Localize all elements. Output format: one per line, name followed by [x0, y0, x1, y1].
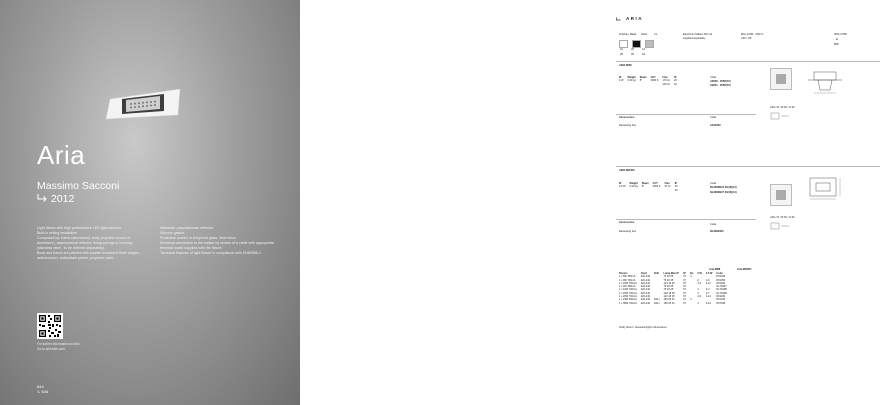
return-arrow-icon [37, 193, 48, 202]
cell [638, 83, 649, 86]
cell: 97 lm [664, 185, 671, 189]
cell [663, 189, 673, 192]
col-flux: Flux [662, 76, 668, 79]
cell: 1 [697, 288, 699, 292]
cell: DALI [653, 298, 660, 302]
qr-caption [37, 342, 79, 351]
col-w: W [619, 182, 622, 185]
driver-group-micro: Aria MICRO [737, 268, 752, 271]
mini-product-thumbnail [770, 68, 792, 90]
mini-dimension-sketch [770, 112, 790, 120]
cell: 8° [641, 185, 645, 189]
col-header: Drill [653, 272, 659, 275]
spec-table-mini [617, 76, 679, 86]
cell: 2-4 [697, 281, 702, 285]
col-header: Lamp Max N° [663, 272, 680, 275]
cell: 75 18 25 [663, 288, 674, 292]
energy-class: A [836, 38, 838, 41]
left-page [0, 0, 300, 405]
cell: 0,20 kg [629, 185, 638, 189]
cell [651, 189, 663, 192]
cell: D57046 [716, 301, 726, 305]
product-title: Aria [37, 140, 86, 170]
description-column-2 [160, 226, 280, 256]
description-line: Electrical connection to the ballast by means of a cable with appropriate terminal board supplied with the fixture. [160, 241, 275, 250]
cell [649, 83, 661, 86]
col-ip: IP [674, 76, 677, 79]
ip-rating: IP20 / IP65 [834, 33, 847, 36]
page-number-next [37, 389, 48, 394]
cell: 1 x 5W 350mA [619, 275, 636, 279]
cell: 75 18 25 [663, 285, 674, 289]
accessory-code-label: Code [710, 116, 717, 119]
cell: 75 18 25 [663, 278, 674, 282]
led-note: CRI > 80 [741, 37, 752, 40]
page-numbers [37, 384, 48, 394]
cell: 67 [683, 291, 687, 295]
micro-dimension-sketch [770, 222, 790, 230]
product-code: NL2903B01 00(10)(11) [710, 186, 737, 189]
cell: 3000 K [650, 79, 659, 83]
qr-caption-line: Go to artemide.com [37, 346, 65, 351]
cell: 220-240 [640, 288, 650, 292]
cell: 2 [697, 278, 699, 282]
return-arrow-icon: ↳ [37, 389, 41, 394]
description-line: Materials: polycarbonate reflector. [160, 226, 214, 230]
col-header: Drivers [619, 272, 628, 275]
finish-code: 05 [620, 53, 623, 56]
code-label: Code [710, 182, 717, 185]
col-header: IP [683, 272, 686, 275]
cell: 20 [674, 79, 677, 83]
cell: 3000 K [652, 185, 661, 189]
col-beam: Beam [641, 182, 649, 185]
col-header: Code [716, 272, 723, 275]
cell: 67 [683, 285, 687, 289]
beam-angle: 850° [834, 43, 840, 46]
description-line: Built-in ceiling installation. [37, 231, 79, 235]
cell: 0,20 kg [627, 79, 636, 83]
cell: 165 25 31 [663, 301, 675, 305]
cell: 2 [697, 291, 699, 295]
table-row [617, 189, 679, 192]
col-beam: Beam [639, 76, 647, 79]
description-column-1 [37, 226, 147, 261]
accessories-label: Accessories [619, 116, 635, 119]
accessory-item: Recessing box [619, 230, 637, 233]
cell: D57042 [716, 298, 726, 302]
page-number: 645 [41, 389, 49, 394]
ballast-note: Electronic ballast 700 mA [683, 33, 713, 36]
description-line: Body and frame are painted with powder treatment three stages - anticorrosion, antioxidant primer, polyester paint. [37, 251, 141, 260]
section-title-mini: ARIA MINI [619, 64, 632, 67]
finish-code: 30 [631, 53, 634, 56]
cell: 2,5 W [619, 185, 626, 189]
accessory-item: Recessing box [619, 124, 637, 127]
finish-code: 04 [642, 53, 645, 56]
cell: 8° [639, 79, 643, 83]
description-line: Composed by: frame (aluminium), body (injection mould of aluminium), asymmetrical reflector, fixing springs in housing (stainless steel - to be ordered separately). [37, 236, 132, 250]
cell: 220-240 [640, 281, 650, 285]
cell: 1 x 20W 700mA [619, 295, 637, 299]
description-line: Light fixture with high performance LED light sources. [37, 226, 123, 230]
table-row [617, 83, 679, 86]
cell: 20 [674, 185, 678, 189]
cell: 1 x 4W 350mA [619, 285, 636, 289]
page-number: 644 [37, 384, 44, 389]
accessory-code-label: Code [710, 223, 717, 226]
cell: 220-240 [640, 301, 650, 305]
cell: 1 x 9W 700mA [619, 278, 636, 282]
divider [616, 114, 756, 115]
cell: 75 18 25 [663, 275, 674, 279]
finish-code: 12 [642, 48, 645, 51]
cell: 1 x 20W 700mA [619, 291, 637, 295]
cell: 2-6 [697, 295, 702, 299]
cell: 165 25 31 [663, 298, 675, 302]
cell: 2-12 [705, 281, 711, 285]
accessory-code: NL2903000 [710, 230, 724, 233]
micro-product-thumbnail [770, 184, 792, 206]
cell: 220-240 [640, 298, 650, 302]
cell: 2-12 [705, 301, 711, 305]
cell [640, 189, 651, 192]
cell: 67 [683, 278, 687, 282]
cell: 40 [674, 82, 677, 86]
designer-name: Massimo Sacconi [37, 180, 120, 192]
thumbnail-aperture [776, 74, 786, 84]
description-line: Technical features of light fixture in compliance with EN60598-1. [160, 251, 262, 255]
cell: 1 x 18W 700mA [619, 281, 637, 285]
cell: NL7944B [716, 291, 727, 295]
spec-table-micro [617, 182, 679, 192]
cell: 67 [683, 301, 687, 305]
cell: D51094 [716, 281, 726, 285]
cell: 170 lm [662, 79, 671, 83]
code-label: Code [710, 76, 717, 79]
cell: 40 [674, 188, 678, 192]
table-footnote: Verify driver / recessed light's dimensions. [619, 326, 668, 329]
divider [616, 219, 756, 220]
return-arrow-icon [616, 17, 621, 21]
col-header: No [690, 272, 694, 275]
cell: 1 x 10W 700mA [619, 288, 637, 292]
section-title-micro: ARIA MICRO [619, 169, 635, 172]
col-weight: Weight [629, 182, 638, 185]
cell: 4 [690, 275, 692, 279]
cell: 123 18 25 [663, 281, 675, 285]
cell: 67 [683, 281, 687, 285]
swatch-black [632, 40, 641, 48]
col-cct: CCT [652, 182, 658, 185]
cell: 2-12 [705, 295, 711, 299]
aria-lamp-image [104, 85, 184, 121]
cell: D51049 [716, 275, 726, 279]
cell: 67 [683, 288, 687, 292]
cell: 4 W [619, 79, 624, 83]
cell: 2-6 [705, 278, 710, 282]
description-line: Silicone gasket. [160, 231, 186, 235]
col-flux: Flux [664, 182, 670, 185]
finish-code: 30 [631, 48, 634, 51]
cell [628, 189, 640, 192]
qr-caption-line: For further information on Aria [37, 342, 80, 346]
design-year: 2012 [50, 193, 75, 205]
cell [617, 83, 625, 86]
cell: 1 x 23W 350mA [619, 298, 637, 302]
product-code: NL2903B07 00(10)(11) [710, 191, 737, 194]
col-header: V(ac) [640, 272, 647, 275]
swatch-silver [645, 40, 654, 48]
divider [616, 61, 880, 62]
drivers-table [617, 272, 729, 305]
cell: 220-240 [640, 278, 650, 282]
cell: 4 [697, 301, 699, 305]
thumbnail-aperture [776, 190, 786, 200]
accessory-code: A194300 [710, 124, 721, 127]
cell: 2-7 [705, 291, 710, 295]
cell [688, 302, 695, 305]
finish-name: Black [630, 33, 637, 36]
cell: 1 x 38W 700mA [619, 301, 637, 305]
micro-dimension-drawing [804, 172, 850, 202]
cell: D51050 [716, 278, 726, 282]
qr-code[interactable] [37, 313, 63, 339]
product-code: A2051 · 2558(Y2) [710, 84, 731, 87]
cell: 220-240 [640, 291, 650, 295]
col-cct: CCT [650, 76, 656, 79]
accessories-label: Accessories [619, 221, 635, 224]
finishes-label: Finishes [619, 33, 629, 36]
dimensions: L/Ro 72 / Ø 64 / H 90 [770, 216, 795, 219]
dimensions: L/Ro 70 / Ø 64 / H 90 [770, 106, 795, 109]
cell: D51030 [716, 295, 726, 299]
cell: NL7943B [716, 288, 727, 292]
table-row [617, 302, 729, 305]
col-header: 2,5 W [705, 272, 713, 275]
ballast-note: supplied separately [683, 37, 706, 40]
cell: 128 18 25 [663, 291, 675, 295]
cell: 123 18 25 [663, 295, 675, 299]
cell: 67 [683, 275, 687, 279]
cell: 67 [683, 295, 687, 299]
col-weight: Weight [627, 76, 636, 79]
driver-group-mini: Aria MINI [709, 268, 721, 271]
cell: 220-240 [640, 285, 650, 289]
product-code: A2050 · 2558(Y2) [710, 80, 731, 83]
finish-name: Silver [641, 33, 648, 36]
cell: 4 [690, 298, 692, 302]
cell [617, 189, 628, 192]
finish-name: CL [654, 33, 658, 36]
cell: 2-3 [705, 288, 710, 292]
cell: 200 lm [662, 82, 671, 86]
divider [616, 166, 880, 167]
cell: 67 [683, 298, 687, 302]
finish-code: 01 [620, 48, 623, 51]
cell: 220-240 [640, 275, 650, 279]
spec-header [616, 16, 643, 21]
col-ip: IP [674, 182, 678, 185]
cell: DALI [653, 301, 660, 305]
finish-swatches [619, 40, 654, 48]
cell [625, 83, 637, 86]
description-line: Protection screen in tempered glass, 3mm thick. [160, 236, 237, 240]
cell: 220-240 [640, 295, 650, 299]
swatch-white [619, 40, 628, 48]
year-line [37, 193, 74, 205]
col-w: W [619, 76, 622, 79]
led-note: Max 4x4W - 600 lm [741, 33, 764, 36]
right-page [300, 0, 847, 405]
col-header: 2 W [697, 272, 702, 275]
cell: NL7933Y [716, 285, 727, 289]
mini-dimension-drawing [800, 68, 850, 96]
spec-title: ARIA [626, 16, 643, 21]
